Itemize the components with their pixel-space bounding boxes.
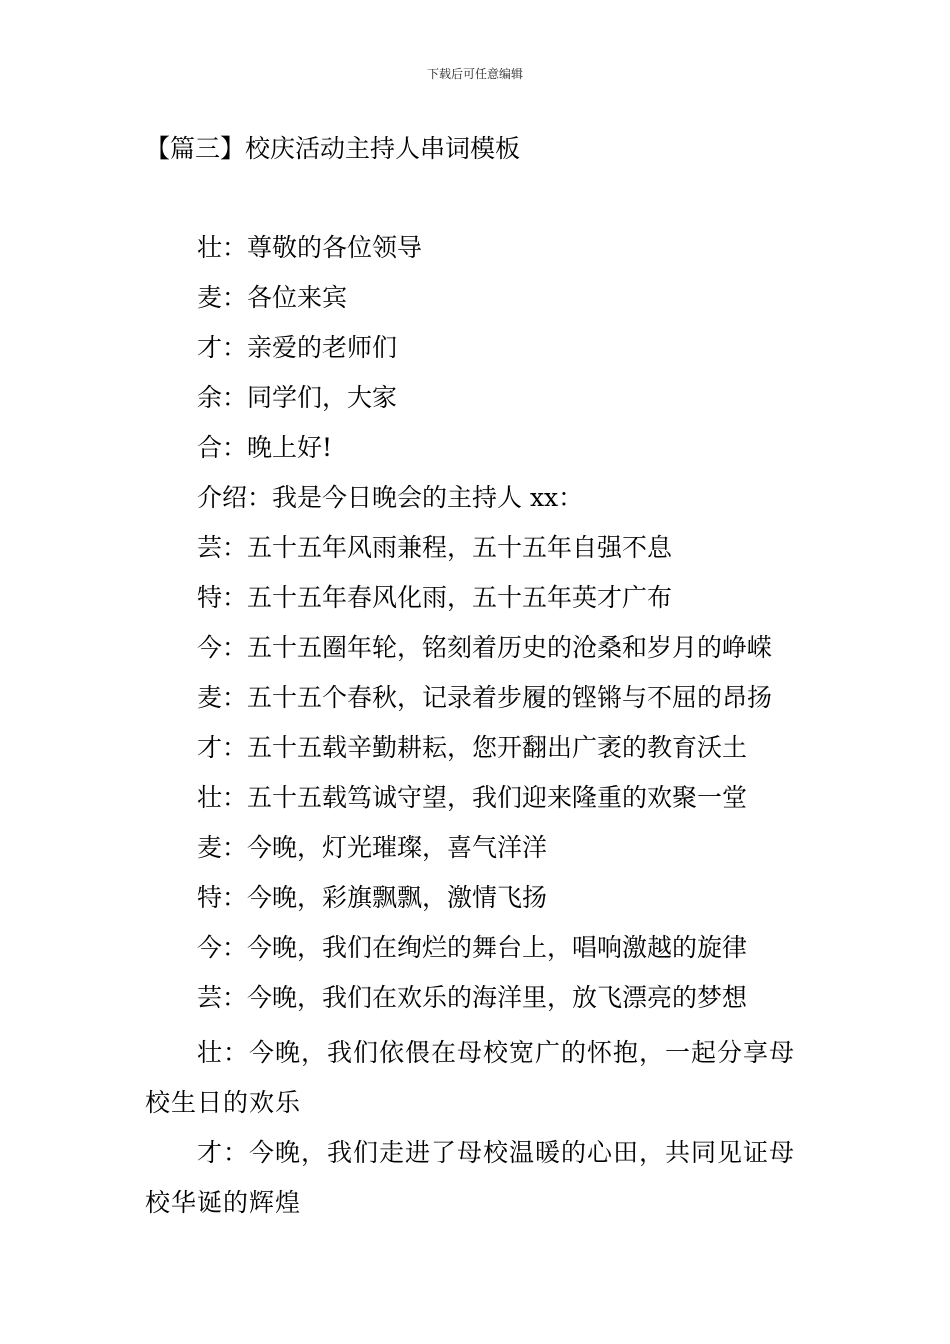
header-note: 下载后可任意编辑 <box>426 67 523 81</box>
script-paragraph: 壮：今晚，我们依偎在母校宽广的怀抱，一起分享母校生日的欢乐 <box>145 1038 796 1117</box>
script-line: 麦：今晚，灯光璀璨，喜气洋洋 <box>197 833 548 862</box>
script-line: 合：晚上好! <box>197 433 333 462</box>
script-line: 余：同学们，大家 <box>197 383 398 412</box>
script-line: 芸：今晚，我们在欢乐的海洋里，放飞漂亮的梦想 <box>197 983 748 1012</box>
script-line: 才：亲爱的老师们 <box>197 333 398 362</box>
script-line: 特：今晚，彩旗飘飘，激情飞扬 <box>197 883 548 912</box>
document-title: 【篇三】校庆活动主持人串词模板 <box>145 134 521 163</box>
script-line: 才：五十五载辛勤耕耘，您开翻出广袤的教育沃土 <box>197 733 748 762</box>
script-line: 特：五十五年春风化雨，五十五年英才广布 <box>197 583 673 612</box>
script-line: 今：五十五圈年轮，铭刻着历史的沧桑和岁月的峥嵘 <box>197 633 773 662</box>
script-line: 壮：尊敬的各位领导 <box>197 233 423 262</box>
script-paragraph: 才：今晚，我们走进了母校温暖的心田，共同见证母校华诞的辉煌 <box>145 1138 796 1217</box>
script-line: 介绍：我是今日晚会的主持人 xx： <box>197 483 584 512</box>
script-line: 麦：五十五个春秋，记录着步履的铿锵与不屈的昂扬 <box>197 683 773 712</box>
script-line: 芸：五十五年风雨兼程，五十五年自强不息 <box>197 533 673 562</box>
document-body <box>145 228 810 1228</box>
script-line: 今：今晚，我们在绚烂的舞台上，唱响激越的旋律 <box>197 933 748 962</box>
script-line: 麦：各位来宾 <box>197 283 348 312</box>
script-line: 壮：五十五载笃诚守望，我们迎来隆重的欢聚一堂 <box>197 783 748 812</box>
